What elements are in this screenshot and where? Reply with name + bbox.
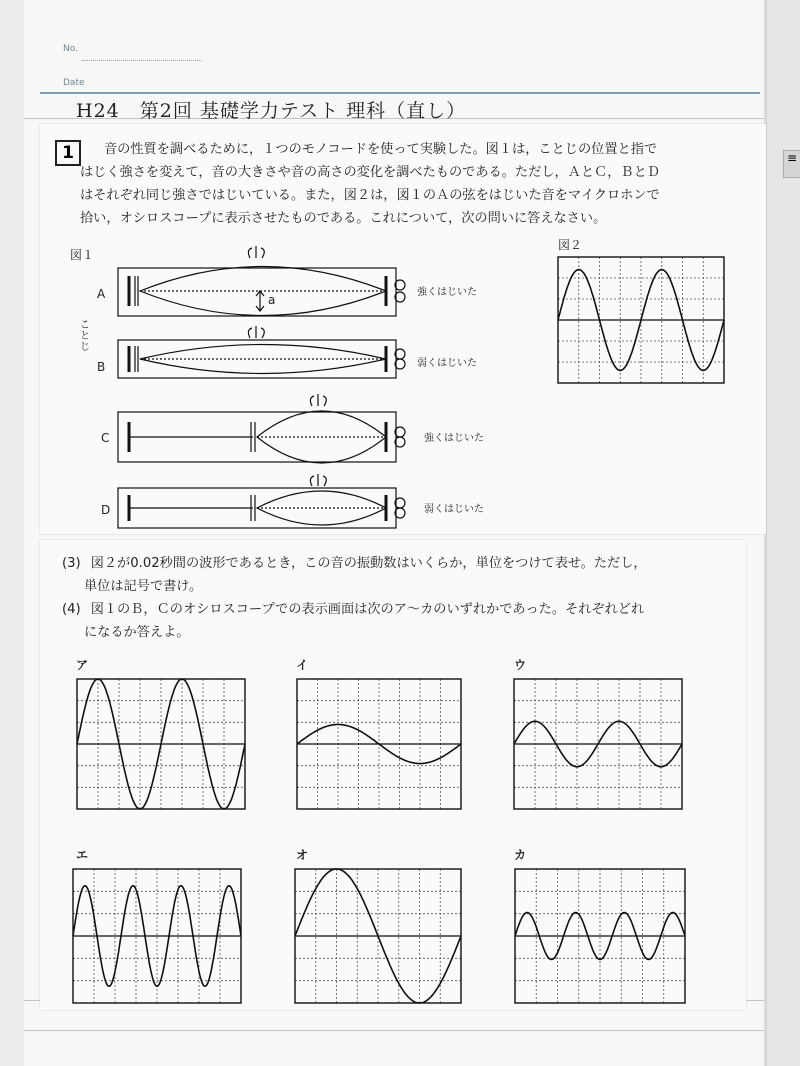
row-note-b: 弱くはじいた xyxy=(417,358,477,369)
figure1-label: 図１ xyxy=(70,248,95,262)
q4-number: (4) xyxy=(62,602,81,617)
no-label: No. xyxy=(63,44,78,54)
choice-label-a: ア xyxy=(76,658,89,672)
intro-line-2: はじく強さを変えて，音の大きさや音の高さの変化を調べたものである。ただし，ＡとＣ，ＢとＤ xyxy=(80,165,660,180)
question-number: 1 xyxy=(55,140,81,166)
row-label-c: C xyxy=(101,431,110,445)
kotoji-label: ことじ xyxy=(80,320,90,353)
q3-line-2: 単位は記号で書け。 xyxy=(84,579,203,594)
row-label-d: D xyxy=(101,503,111,517)
q4-line-2: になるか答えよ。 xyxy=(84,625,190,640)
choice-label-i: イ xyxy=(296,658,309,672)
monochord-a-box xyxy=(118,268,396,316)
choice-u-oscilloscope xyxy=(513,678,683,810)
choice-a-oscilloscope xyxy=(76,678,246,810)
row-label-b: B xyxy=(97,360,106,374)
row-note-a: 強くはじいた xyxy=(417,287,477,298)
row-note-c: 強くはじいた xyxy=(424,433,484,444)
q4-line-1: 図１のＢ，Ｃのオシロスコープでの表示画面は次のア～カのいずれかであった。それぞれどれ xyxy=(90,602,645,617)
choice-e-oscilloscope xyxy=(72,868,242,1004)
q3-number: (3) xyxy=(62,556,81,571)
date-label: Date xyxy=(63,78,85,88)
amplitude-label: a xyxy=(268,293,276,307)
choice-i-oscilloscope xyxy=(296,678,462,810)
choice-ka-oscilloscope xyxy=(514,868,686,1004)
choice-label-e: エ xyxy=(76,848,89,862)
question-4 xyxy=(62,598,762,644)
choice-label-o: オ xyxy=(296,848,309,862)
question-3 xyxy=(62,552,752,598)
intro-line-1: 音の性質を調べるために，１つのモノコードを使って実験した。図１は，ことじの位置と指で xyxy=(104,142,658,157)
intro-line-4: 拾い，オシロスコープに表示させたものである。これについて，次の問いに答えなさい。 xyxy=(80,211,607,226)
figure2-oscilloscope xyxy=(557,256,725,384)
intro-line-3: はそれぞれ同じ強さではじいている。また，図２は，図１のＡの弦をはじいた音をマイクロホンで xyxy=(80,188,660,203)
choice-o-oscilloscope xyxy=(294,868,462,1004)
figure2-label: 図２ xyxy=(558,238,583,252)
row-label-a: A xyxy=(97,287,106,301)
row-note-d: 弱くはじいた xyxy=(424,504,484,515)
choice-label-ka: カ xyxy=(514,848,527,862)
page-tab: ≡ xyxy=(783,150,800,178)
choice-label-u: ウ xyxy=(514,658,527,672)
q3-line-1: 図２が0.02秒間の波形であるとき，この音の振動数はいくらか，単位をつけて表せ。ただし， xyxy=(90,556,647,571)
page-title: H24 第2回 基礎学力テスト 理科（直し） xyxy=(76,100,467,122)
